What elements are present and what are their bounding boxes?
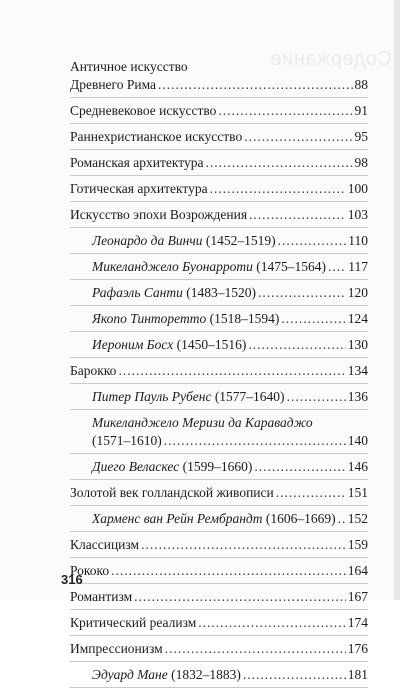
- dot-leader: [249, 206, 346, 224]
- toc-page-number: 174: [347, 615, 368, 630]
- toc-divider: [70, 531, 368, 532]
- toc-page-number: 95: [354, 129, 368, 144]
- artist-name: Якопо Тинторетто: [92, 311, 207, 326]
- toc-row: [70, 180, 368, 198]
- toc-subentry: [70, 310, 368, 328]
- toc-divider: [70, 305, 368, 306]
- toc-row: [92, 232, 368, 250]
- toc-row: [92, 510, 368, 528]
- toc-divider: [70, 505, 368, 506]
- toc-row: [70, 614, 368, 632]
- toc-divider: [70, 175, 368, 176]
- artist-years: (1606–1669): [265, 511, 336, 526]
- toc-row: [92, 336, 368, 354]
- dot-leader: [287, 388, 346, 406]
- dot-leader: [276, 484, 346, 502]
- dot-leader: [158, 76, 352, 94]
- toc-page-number: 146: [347, 459, 368, 474]
- toc-subentry: [70, 336, 368, 354]
- dot-leader: [198, 614, 345, 632]
- toc-divider: [70, 331, 368, 332]
- toc-entry-title: [92, 388, 285, 406]
- toc-divider: [70, 557, 368, 558]
- page-number: 316: [61, 572, 83, 587]
- toc-page-number: 100: [347, 181, 368, 196]
- toc-entry-title: [92, 458, 252, 476]
- toc-divider: [70, 227, 368, 228]
- toc-page-number: 91: [354, 103, 368, 118]
- toc-entry: [70, 614, 368, 632]
- toc-entry-title: Древнего Рима: [70, 77, 157, 92]
- toc-divider: [70, 123, 368, 124]
- dot-leader: [243, 666, 346, 684]
- toc-page-number: 152: [347, 511, 368, 526]
- toc-entry-title: [92, 232, 276, 250]
- toc-entry-title: Искусство эпохи Возрождения: [70, 207, 248, 222]
- artist-name: Харменс ван Рейн Рембрандт: [92, 511, 263, 526]
- artist-name: Иероним Босх: [92, 337, 174, 352]
- dot-leader: [244, 128, 352, 146]
- artist-years: (1832–1883): [171, 667, 241, 682]
- toc-page-number: 103: [347, 207, 368, 222]
- toc-divider: [70, 149, 368, 150]
- toc-divider: [70, 583, 368, 584]
- artist-name: Диего Веласкес: [92, 459, 180, 474]
- artist-name: Эдуард Мане: [92, 667, 168, 682]
- toc-entry-title: [92, 510, 336, 528]
- dot-leader: [338, 510, 346, 528]
- toc-page-number: 120: [347, 285, 368, 300]
- toc-page-number: 136: [347, 389, 368, 404]
- toc-page-number: 167: [347, 589, 368, 604]
- toc-subentry: [70, 284, 368, 302]
- toc-row: [92, 666, 368, 684]
- toc-page-number: 110: [348, 233, 368, 248]
- dot-leader: [141, 536, 346, 554]
- toc-entry: [70, 154, 368, 172]
- toc-entry-title: Романская архитектура: [70, 155, 204, 170]
- toc-entry-title: Барокко: [70, 363, 117, 378]
- table-of-contents: [70, 58, 368, 692]
- toc-divider: [70, 609, 368, 610]
- toc-entry: [70, 206, 368, 224]
- toc-entry-title: [92, 310, 279, 328]
- toc-page-number: 117: [348, 259, 368, 274]
- toc-row: [92, 310, 368, 328]
- toc-row: [92, 258, 368, 276]
- toc-divider: [70, 687, 368, 688]
- toc-subentry: [70, 232, 368, 250]
- toc-entry: [70, 484, 368, 502]
- toc-row: [70, 536, 368, 554]
- toc-entry: [70, 180, 368, 198]
- toc-entry: [70, 640, 368, 658]
- toc-row: [70, 362, 368, 380]
- toc-entry: [70, 58, 368, 94]
- toc-divider: [70, 201, 368, 202]
- toc-divider: [70, 253, 368, 254]
- artist-years: (1577–1640): [214, 389, 285, 404]
- toc-row: [92, 458, 368, 476]
- toc-divider: [70, 661, 368, 662]
- dot-leader: [218, 102, 352, 120]
- artist-years: (1452–1519): [205, 233, 276, 248]
- toc-divider: [70, 409, 368, 410]
- artist-years: (1599–1660): [182, 459, 253, 474]
- dot-leader: [205, 154, 352, 172]
- page-edge-shadow: [394, 0, 400, 600]
- toc-row: [70, 102, 368, 120]
- show-through-text: Содержание: [270, 48, 392, 70]
- toc-row: [70, 128, 368, 146]
- dot-leader: [248, 336, 345, 354]
- toc-page-number: 140: [347, 433, 368, 448]
- toc-subentry: [70, 388, 368, 406]
- toc-entry-title: Золотой век голландской живописи: [70, 485, 274, 500]
- toc-entry-title: [92, 258, 326, 276]
- toc-entry: [70, 536, 368, 554]
- toc-row: [70, 588, 368, 606]
- dot-leader: [278, 232, 347, 250]
- toc-entry-title: Импрессионизм: [70, 641, 163, 656]
- toc-row: [70, 562, 368, 580]
- toc-subentry: [70, 510, 368, 528]
- dot-leader: [165, 640, 346, 658]
- toc-row: [70, 206, 368, 224]
- toc-entry-title: [92, 336, 246, 354]
- toc-divider: [70, 383, 368, 384]
- toc-row: [92, 432, 368, 450]
- artist-name: Рафаэль Санти: [92, 285, 183, 300]
- toc-entry-title: Раннехристианское искусство: [70, 129, 243, 144]
- toc-row: [70, 640, 368, 658]
- toc-entry-title: [92, 284, 256, 302]
- artist-name: Микеланджело Буонарроти: [92, 259, 253, 274]
- toc-page-number: 88: [354, 77, 368, 92]
- toc-row: [70, 154, 368, 172]
- artist-years: (1450–1516): [176, 337, 247, 352]
- toc-entry-title: Рококо: [70, 563, 110, 578]
- toc-entry-title-line: Микеланджело Меризи да Караваджо: [92, 415, 313, 430]
- toc-entry: [70, 102, 368, 120]
- toc-page-number: 151: [347, 485, 368, 500]
- toc-row: [70, 484, 368, 502]
- dot-leader: [210, 180, 346, 198]
- artist-years: (1483–1520): [186, 285, 257, 300]
- artist-name: Питер Пауль Рубенс: [92, 389, 212, 404]
- artist-years: (1518–1594): [209, 311, 280, 326]
- toc-divider: [70, 453, 368, 454]
- toc-subentry: [70, 414, 368, 450]
- toc-divider: [70, 279, 368, 280]
- toc-page-number: 181: [347, 667, 368, 682]
- toc-row: [70, 76, 368, 94]
- dot-leader: [111, 562, 346, 580]
- toc-page-number: 98: [354, 155, 368, 170]
- dot-leader: [258, 284, 346, 302]
- toc-entry-title: Средневековое искусство: [70, 103, 217, 118]
- dot-leader: [134, 588, 346, 606]
- toc-page-number: 176: [347, 641, 368, 656]
- artist-years: (1475–1564): [256, 259, 327, 274]
- toc-subentry: [70, 458, 368, 476]
- toc-page-number: 124: [347, 311, 368, 326]
- toc-entry-title: Готическая архитектура: [70, 181, 208, 196]
- toc-entry: [70, 128, 368, 146]
- toc-row: [92, 388, 368, 406]
- toc-divider: [70, 635, 368, 636]
- toc-entry: [70, 588, 368, 606]
- toc-page-number: 159: [347, 537, 368, 552]
- toc-entry-title: Романтизм: [70, 589, 133, 604]
- toc-entry-title: Критический реализм: [70, 615, 197, 630]
- artist-name: Леонардо да Винчи: [92, 233, 203, 248]
- toc-subentry: [70, 258, 368, 276]
- toc-entry: [70, 562, 368, 580]
- dot-leader: [254, 458, 345, 476]
- toc-row: [92, 284, 368, 302]
- toc-entry-title-line: Античное искусство: [70, 59, 188, 74]
- dot-leader: [164, 432, 346, 450]
- toc-divider: [70, 357, 368, 358]
- artist-years: (1571–1610): [92, 433, 162, 448]
- toc-entry-title: [92, 666, 241, 684]
- toc-subentry: [70, 666, 368, 684]
- toc-page-number: 130: [347, 337, 368, 352]
- toc-page-number: 134: [347, 363, 368, 378]
- toc-entry-title: Классицизм: [70, 537, 140, 552]
- dot-leader: [281, 310, 345, 328]
- toc-page-number: 164: [347, 563, 368, 578]
- toc-divider: [70, 479, 368, 480]
- toc-entry-title: [92, 432, 162, 450]
- dot-leader: [118, 362, 345, 380]
- toc-divider: [70, 97, 368, 98]
- toc-entry: [70, 362, 368, 380]
- dot-leader: [328, 258, 346, 276]
